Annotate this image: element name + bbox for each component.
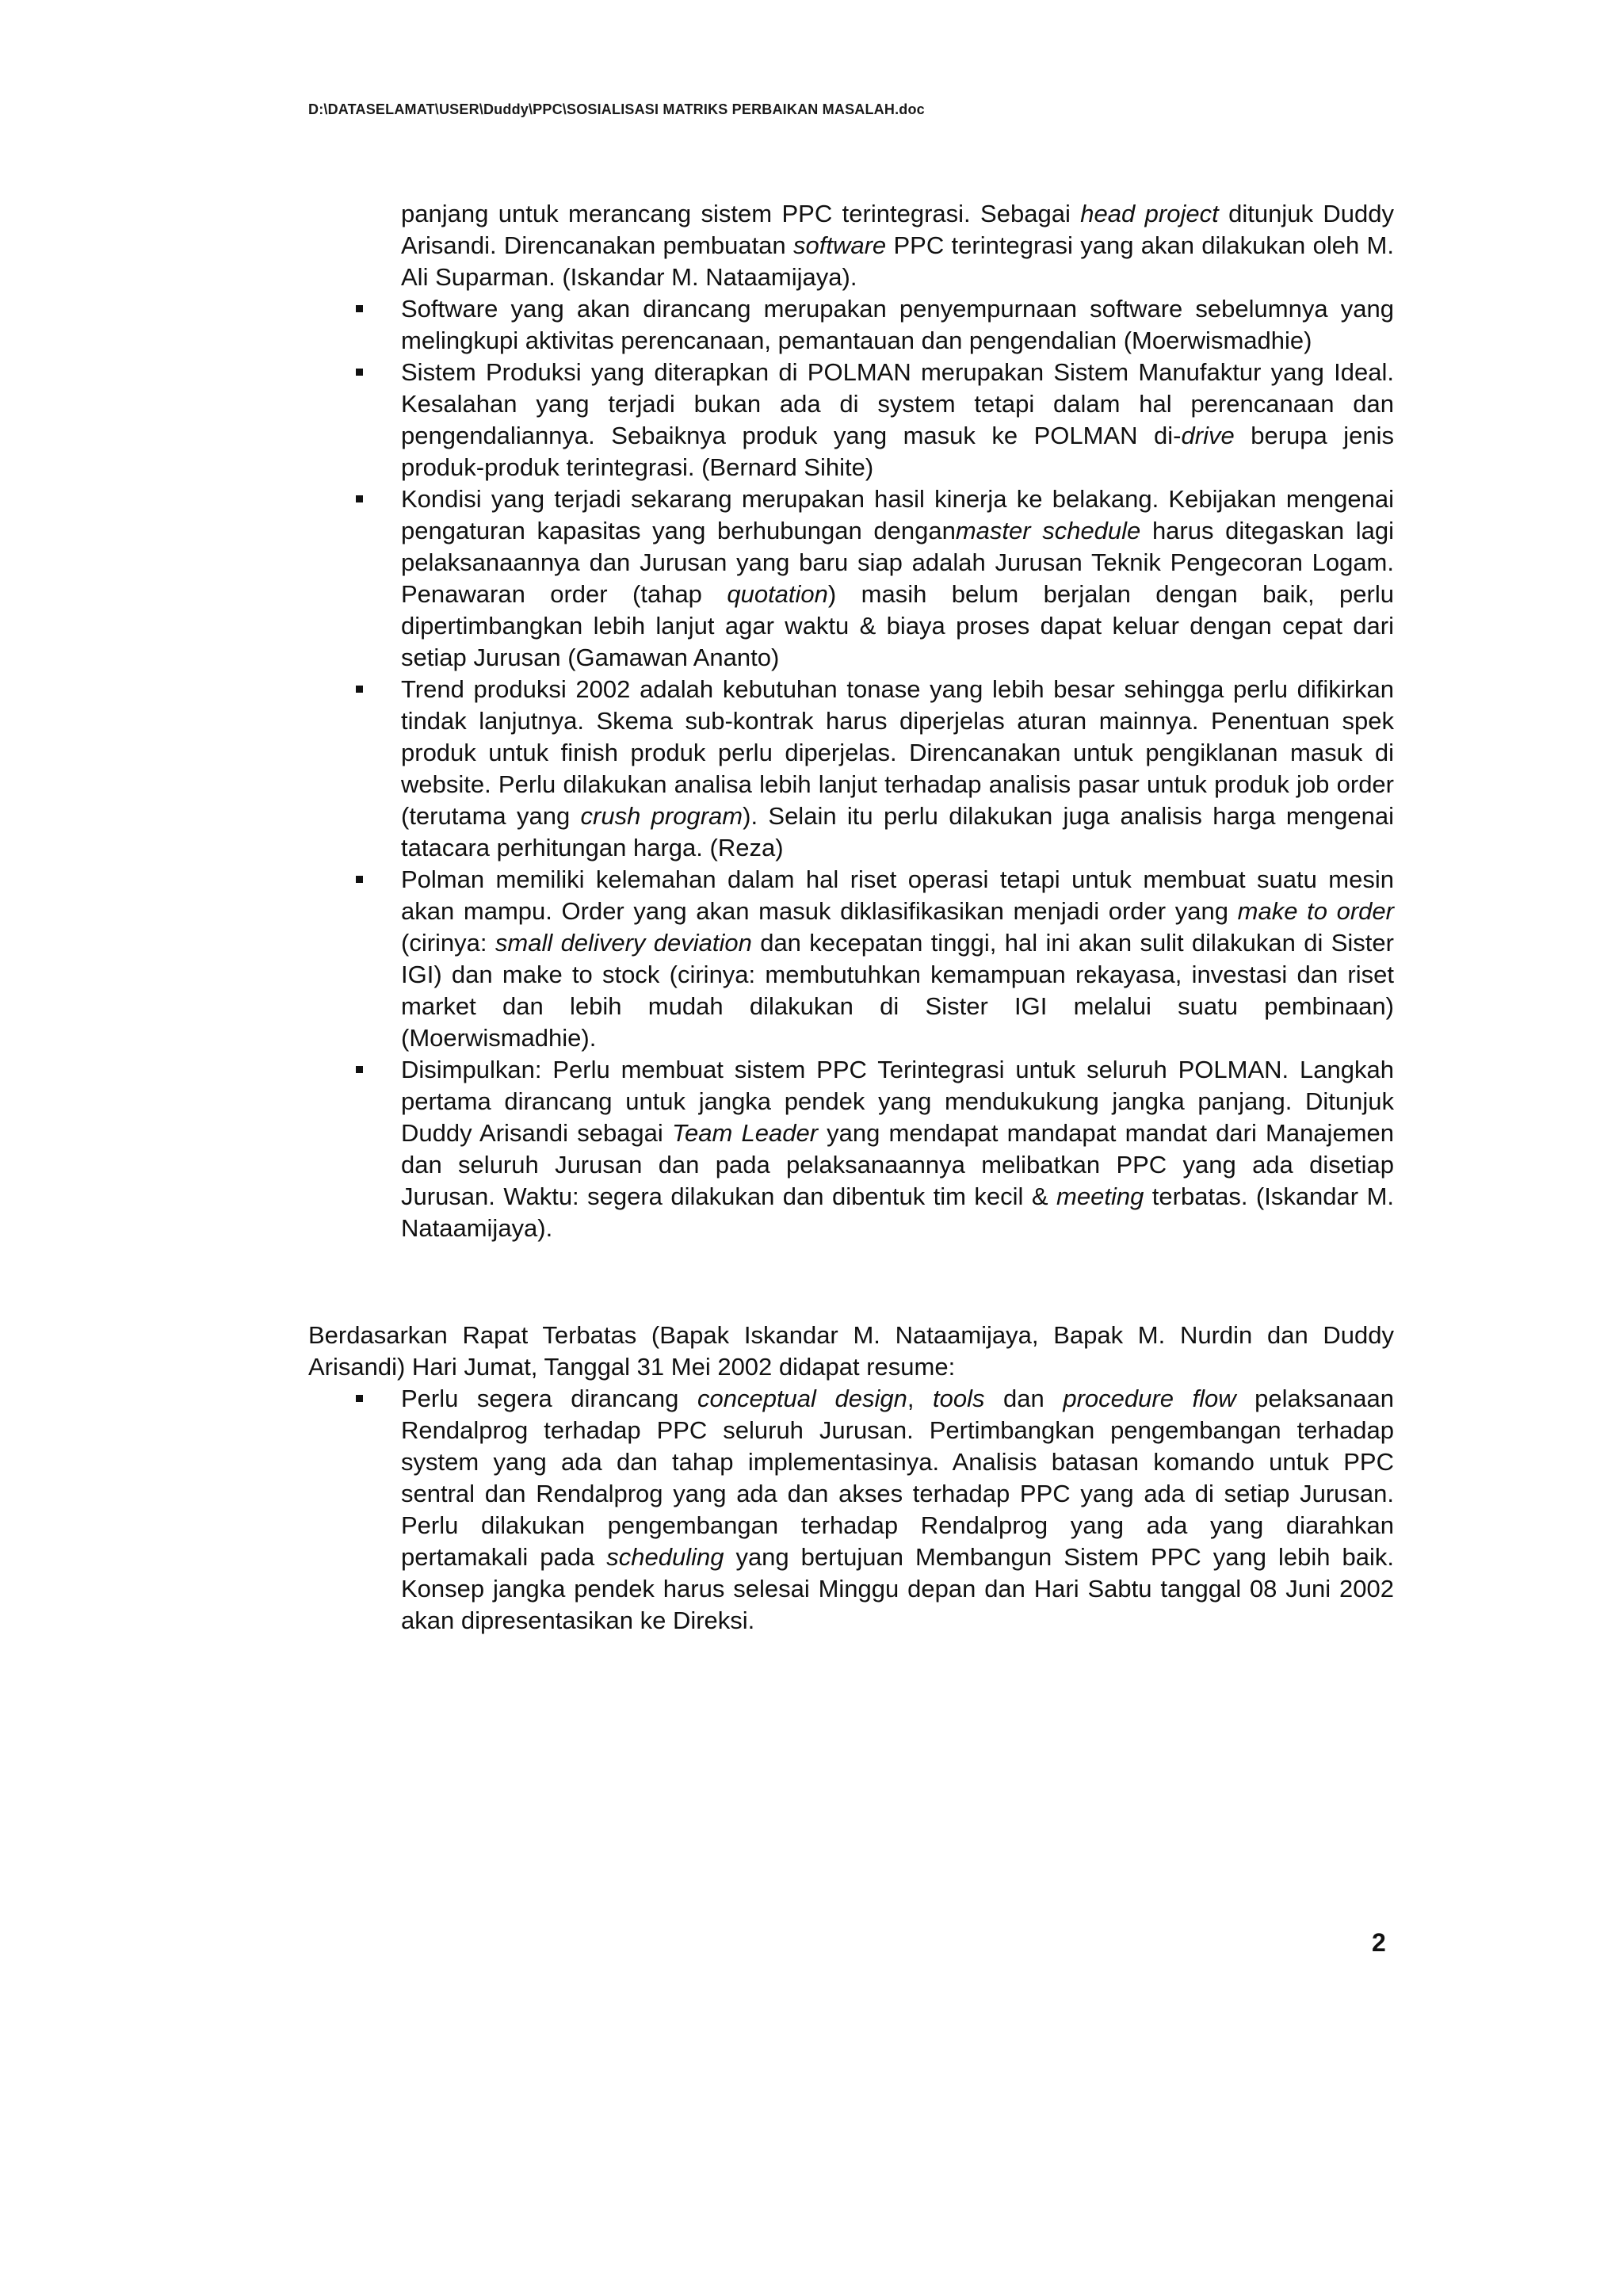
bullet-text: Software yang akan dirancang merupakan penyempurnaan software sebelumnya yang melingkupi aktivitas perencanaan, pemantauan dan pengendalian (Moerwismadhie) <box>401 295 1394 354</box>
continuation-paragraph: panjang untuk merancang sistem PPC terintegrasi. Sebagai head project ditunjuk Duddy Arisandi. Direncanakan pembuatan software PPC terintegrasi yang akan dilakukan oleh M. Ali Suparman. (Iskandar M. Nataamijaya). <box>401 200 1394 291</box>
bullet-text: Sistem Produksi yang diterapkan di POLMAN merupakan Sistem Manufaktur yang Ideal. Kesalahan yang terjadi bukan ada di system tetapi dalam hal perencanaan dan pengendaliannya. Sebaiknya produk yang masuk ke POLMAN di-drive berupa jenis produk-produk terintegrasi. (Bernard Sihite) <box>401 358 1394 481</box>
bullet-text: Disimpulkan: Perlu membuat sistem PPC Terintegrasi untuk seluruh POLMAN. Langkah pertama dirancang untuk jangka pendek yang mendukukung jangka panjang. Ditunjuk Duddy Arisandi sebagai Team Leader yang mendapat mandapat mandat dari Manajemen dan seluruh Jurusan dan pada pelaksanaannya melibatkan PPC yang ada disetiap Jurusan. Waktu: segera dilakukan dan dibentuk tim kecil & meeting terbatas. (Iskandar M. Nataamijaya). <box>401 1056 1395 1242</box>
square-bullet-icon <box>356 1066 363 1073</box>
square-bullet-icon <box>356 495 363 502</box>
bullet-item <box>308 357 1394 483</box>
bullet-item <box>308 674 1394 864</box>
bullet-item <box>308 864 1394 1054</box>
square-bullet-icon <box>356 305 363 312</box>
bullet-list-2 <box>308 1383 1394 1637</box>
bullet-item <box>308 1383 1394 1637</box>
bullet-item <box>308 1054 1394 1244</box>
square-bullet-icon <box>356 876 363 883</box>
bullet-list-1 <box>308 293 1394 1244</box>
bullet-text: Perlu segera dirancang conceptual design, tools dan procedure flow pelaksanaan Rendalprog terhadap PPC seluruh Jurusan. Pertimbangkan pengembangan terhadap system yang ada dan tahap implementasinya. Analisis batasan komando untuk PPC sentral dan Rendalprog yang ada dan akses terhadap PPC yang ada di setiap Jurusan. Perlu dilakukan pengembangan terhadap Rendalprog yang ada yang diarahkan pertamakali pada scheduling yang bertujuan Membangun Sistem PPC yang lebih baik. Konsep jangka pendek harus selesai Minggu depan dan Hari Sabtu tanggal 08 Juni 2002 akan dipresentasikan ke Direksi. <box>401 1385 1394 1634</box>
square-bullet-icon <box>356 369 363 376</box>
square-bullet-icon <box>356 686 363 693</box>
page-number: 2 <box>1372 1928 1386 1957</box>
bullet-text: Trend produksi 2002 adalah kebutuhan tonase yang lebih besar sehingga perlu difikirkan tindak lanjutnya. Skema sub-kontrak harus diperjelas aturan mainnya. Penentuan spek produk untuk finish produk perlu diperjelas. Direncanakan untuk pengiklanan masuk di website. Perlu dilakukan analisa lebih lanjut terhadap analisis pasar untuk produk job order (terutama yang crush program). Selain itu perlu dilakukan juga analisis harga mengenai tatacara perhitungan harga. (Reza) <box>401 675 1394 861</box>
bullet-item <box>308 483 1394 674</box>
square-bullet-icon <box>356 1395 363 1402</box>
document-body <box>308 198 1394 1637</box>
bullet-item <box>308 293 1394 357</box>
file-path-header: D:\DATASELAMAT\USER\Duddy\PPC\SOSIALISASI MATRIKS PERBAIKAN MASALAH.doc <box>308 101 925 117</box>
bullet-text: Polman memiliki kelemahan dalam hal riset operasi tetapi untuk membuat suatu mesin akan mampu. Order yang akan masuk diklasifikasikan menjadi order yang make to order (cirinya: small delivery deviation dan kecepatan tinggi, hal ini akan sulit dilakukan di Sister IGI) dan make to stock (cirinya: membutuhkan kemampuan rekayasa, investasi dan riset market dan lebih mudah dilakukan di Sister IGI melalui suatu pembinaan) (Moerwismadhie). <box>401 865 1394 1052</box>
bullet-text: Kondisi yang terjadi sekarang merupakan hasil kinerja ke belakang. Kebijakan mengenai pengaturan kapasitas yang berhubungan denganmaster schedule harus ditegaskan lagi pelaksanaannya dan Jurusan yang baru siap adalah Jurusan Teknik Pengecoran Logam. Penawaran order (tahap quotation) masih belum berjalan dengan baik, perlu dipertimbangkan lebih lanjut agar waktu & biaya proses dapat keluar dengan cepat dari setiap Jurusan (Gamawan Ananto) <box>401 485 1394 671</box>
meeting-intro-paragraph: Berdasarkan Rapat Terbatas (Bapak Iskandar M. Nataamijaya, Bapak M. Nurdin dan Duddy Arisandi) Hari Jumat, Tanggal 31 Mei 2002 didapat resume: <box>308 1321 1394 1381</box>
